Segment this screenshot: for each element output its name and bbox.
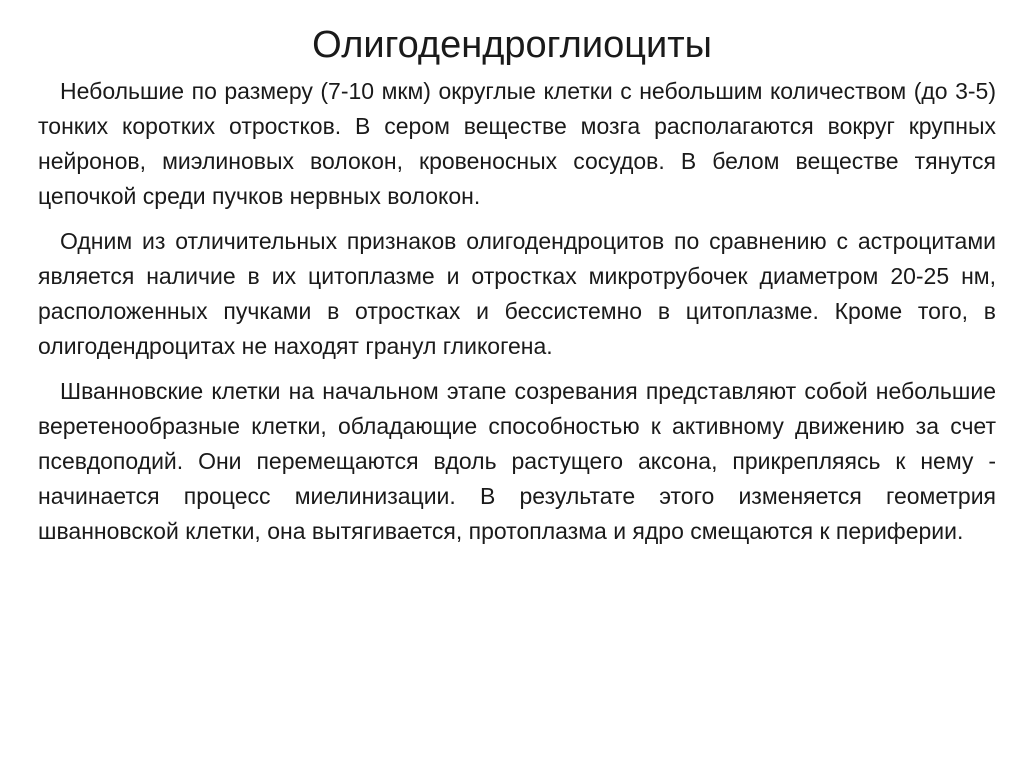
slide-body (38, 74, 996, 559)
paragraph-oligodendrocytes-description: Небольшие по размеру (7-10 мкм) округлые клетки с небольшим количеством (до 3-5) тонких коротких отростков. В сером веществе мозга располагаются вокруг крупных нейронов, миэлиновых волокон, кровеносных сосудов. В белом веществе тянутся цепочкой среди пучков нервных волокон. (38, 78, 996, 209)
paragraph-oligodendrocytes-features: Одним из отличительных признаков олигодендроцитов по сравнению с астроцитами является наличие в их цитоплазме и отростках микротрубочек диаметром 20-25 нм, расположенных пучками в отростках и бессистемно в цитоплазме. Кроме того, в олигодендроцитах не находят гранул гликогена. (38, 228, 996, 359)
paragraph-schwann-cells: Шванновские клетки на начальном этапе созревания представляют собой небольшие веретенообразные клетки, обладающие способностью к активному движению за счет псевдоподий. Они перемещаются вдоль растущего аксона, прикрепляясь к нему - начинается процесс миелинизации. В результате этого изменяется геометрия шванновской клетки, она вытягивается, протоплазма и ядро смещаются к периферии. (38, 378, 996, 544)
slide-title: Олигодендроглиоциты (312, 24, 712, 66)
